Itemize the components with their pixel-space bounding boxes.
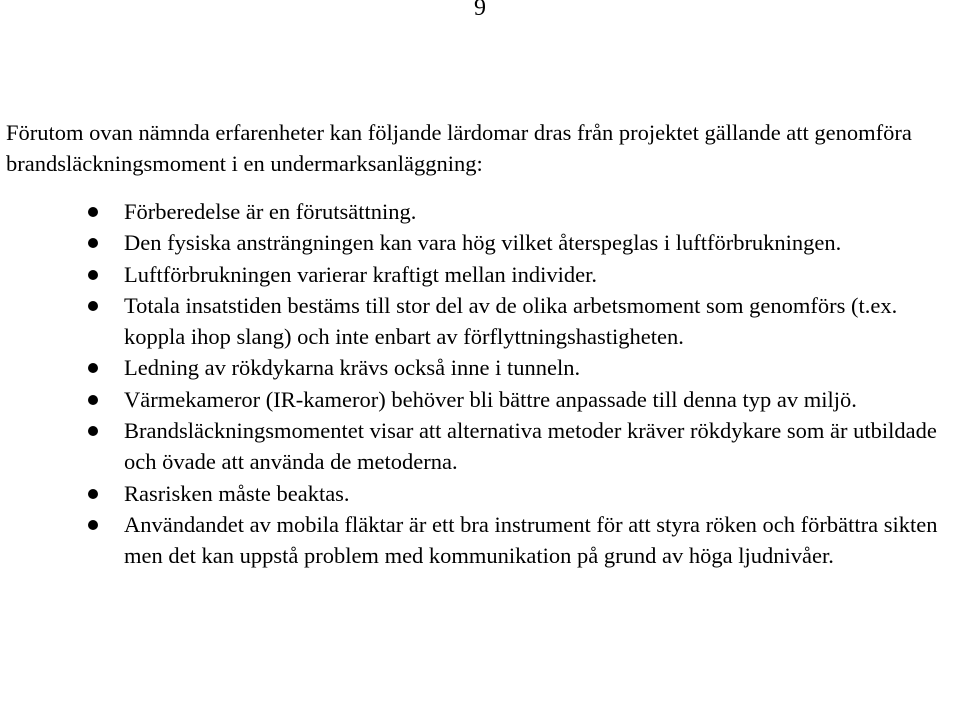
list-item-text: Totala insatstiden bestäms till stor del av de olika arbetsmoment som genomförs (t.ex. koppla ihop slang) och inte enbart av förflyttningshastigheten.	[124, 292, 898, 350]
list-item-text: Värmekameror (IR-kameror) behöver bli bättre anpassade till denna typ av miljö.	[124, 386, 857, 412]
list-item-text: Luftförbrukningen varierar kraftigt mellan individer.	[124, 261, 597, 287]
list-item	[0, 259, 960, 290]
list-item	[0, 509, 960, 572]
list-item-text: Den fysiska ansträngningen kan vara hög vilket återspeglas i luftförbrukningen.	[124, 230, 842, 256]
list-item-text: Rasrisken måste beaktas.	[124, 480, 350, 506]
list-item	[0, 227, 960, 258]
intro-paragraph: Förutom ovan nämnda erfarenheter kan följande lärdomar dras från projektet gällande att genomföra brandsläckningsmoment i en undermarksanläggning:	[6, 120, 912, 176]
bullet-icon	[88, 207, 98, 217]
bullet-icon	[88, 489, 98, 499]
list-item-text: Förberedelse är en förutsättning.	[124, 199, 417, 224]
list-item	[0, 352, 960, 383]
bullet-icon	[88, 270, 98, 280]
list-item	[0, 478, 960, 509]
list-item-text: Brandsläckningsmomentet visar att alternativa metoder kräver rökdykare som är utbildade och övade att använda de metoderna.	[124, 418, 937, 475]
bullet-icon	[88, 520, 98, 530]
page-number: 9	[474, 0, 486, 21]
list-item	[0, 290, 960, 353]
list-item-text: Användandet av mobila fläktar är ett bra instrument för att styra röken och förbättra sikten men det kan uppstå problem med kommunikation på grund av höga ljudnivåer.	[124, 511, 938, 569]
bullet-icon	[88, 426, 98, 436]
bullet-icon	[88, 363, 98, 373]
bullet-icon	[88, 238, 98, 248]
lessons-list	[0, 196, 960, 572]
list-item	[0, 196, 960, 227]
bullet-icon	[88, 301, 98, 311]
list-item	[0, 415, 960, 478]
bullet-icon	[88, 395, 98, 405]
list-item-text: Ledning av rökdykarna krävs också inne i tunneln.	[124, 355, 581, 381]
list-item	[0, 384, 960, 415]
